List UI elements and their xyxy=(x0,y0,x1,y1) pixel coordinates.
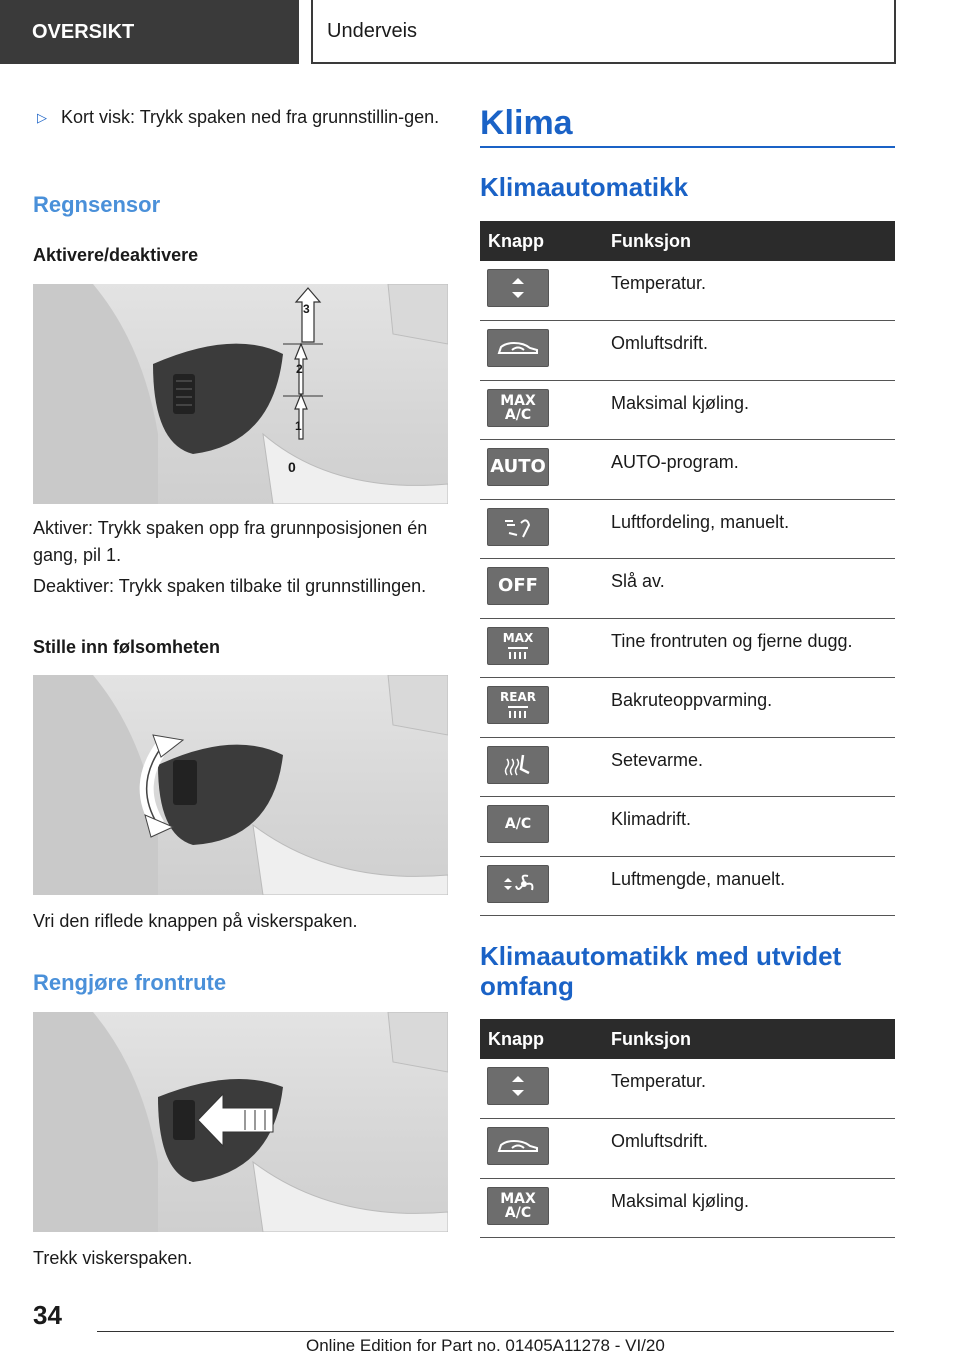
stalk-illustration-1 xyxy=(33,284,448,504)
page-number: 34 xyxy=(33,1300,62,1330)
col-header-function: Funksjon xyxy=(611,1019,895,1059)
col-header-function: Funksjon xyxy=(611,221,895,261)
button-cell xyxy=(480,559,611,619)
max-ac-icon: MAX A/C xyxy=(487,1187,549,1225)
function-cell: Temperatur. xyxy=(611,261,895,321)
button-cell xyxy=(480,618,611,678)
rain-sensor-heading: Regnsensor xyxy=(33,192,161,217)
table-row xyxy=(480,797,895,857)
figure-rain-sensor-stalk xyxy=(33,284,448,504)
figure-sensitivity-knob xyxy=(33,675,448,895)
button-cell xyxy=(480,1059,611,1119)
label-position-3: 3 xyxy=(303,302,310,316)
stalk-illustration-2 xyxy=(33,675,448,895)
table-row xyxy=(480,1119,895,1179)
button-cell xyxy=(480,380,611,440)
sensitivity-subheading: Stille inn følsomheten xyxy=(33,637,221,657)
max-ac-icon: MAX A/C xyxy=(487,389,549,427)
button-cell xyxy=(480,499,611,559)
button-cell xyxy=(480,1178,611,1238)
climate-table-1 xyxy=(480,221,895,916)
function-cell: Luftmengde, manuelt. xyxy=(611,856,895,916)
max-defrost-icon: MAX xyxy=(487,627,549,665)
function-cell: Luftfordeling, manuelt. xyxy=(611,499,895,559)
function-cell: Temperatur. xyxy=(611,1059,895,1119)
button-cell xyxy=(480,737,611,797)
table-row xyxy=(480,261,895,321)
fan-speed-icon xyxy=(487,865,549,903)
table-row xyxy=(480,678,895,738)
sensitivity-text: Vri den riflede knappen på viskerspaken. xyxy=(33,911,358,931)
stalk-illustration-3 xyxy=(33,1012,448,1232)
table-row xyxy=(480,440,895,500)
rear-defrost-icon: REAR xyxy=(487,686,549,724)
auto-icon: AUTO xyxy=(487,448,549,486)
table-row xyxy=(480,321,895,381)
function-cell: Setevarme. xyxy=(611,737,895,797)
button-cell xyxy=(480,1119,611,1179)
button-cell xyxy=(480,678,611,738)
table-row xyxy=(480,1059,895,1119)
recirculation-car-icon xyxy=(487,329,549,367)
activate-subheading: Aktivere/deaktivere xyxy=(33,245,199,265)
function-cell: Klimadrift. xyxy=(611,797,895,857)
function-cell: Maksimal kjøling. xyxy=(611,1178,895,1238)
climate-table-2 xyxy=(480,1019,895,1238)
title-divider xyxy=(480,146,895,148)
section-tab[interactable]: OVERSIKT xyxy=(0,0,299,64)
function-cell: Omluftsdrift. xyxy=(611,1119,895,1179)
function-cell: Tine frontruten og fjerne dugg. xyxy=(611,618,895,678)
col-header-button: Knapp xyxy=(480,1019,611,1059)
label-position-1: 1 xyxy=(295,419,302,433)
seat-heating-icon xyxy=(487,746,549,784)
air-distribution-icon xyxy=(487,508,549,546)
temperature-arrows-icon xyxy=(487,1067,549,1105)
off-icon: OFF xyxy=(487,567,549,605)
recirculation-car-icon xyxy=(487,1127,549,1165)
chapter-tab[interactable]: Underveis xyxy=(311,0,896,64)
table-row xyxy=(480,737,895,797)
table-row xyxy=(480,559,895,619)
table-row xyxy=(480,1178,895,1238)
figure-pull-stalk xyxy=(33,1012,448,1232)
activate-text: Aktiver: Trykk spaken opp fra grunnposisjonen én gang, pil 1. xyxy=(33,518,428,565)
extended-climate-heading: Klimaautomatikk med utvidet omfang xyxy=(480,941,842,1001)
deactivate-text: Deaktiver: Trykk spaken tilbake til grunnstillingen. xyxy=(33,576,427,596)
clean-windshield-heading: Rengjøre frontrute xyxy=(33,970,227,995)
function-cell: Bakruteoppvarming. xyxy=(611,678,895,738)
button-cell xyxy=(480,321,611,381)
function-cell: Slå av. xyxy=(611,559,895,619)
bullet-text: Kort visk: Trykk spaken ned fra grunnstillin‐gen. xyxy=(61,107,440,127)
function-cell: Maksimal kjøling. xyxy=(611,380,895,440)
footer-divider xyxy=(97,1331,894,1332)
col-header-button: Knapp xyxy=(480,221,611,261)
pull-stalk-text: Trekk viskerspaken. xyxy=(33,1248,193,1268)
table-row xyxy=(480,499,895,559)
auto-climate-heading: Klimaautomatikk xyxy=(480,172,689,202)
edition-footer: Online Edition for Part no. 01405A11278 - VI/20 xyxy=(306,1336,665,1355)
label-position-2: 2 xyxy=(296,362,303,376)
table-row xyxy=(480,618,895,678)
table-row xyxy=(480,380,895,440)
triangle-bullet-icon: ▷ xyxy=(37,110,47,125)
label-position-0: 0 xyxy=(288,459,296,475)
button-cell xyxy=(480,261,611,321)
function-cell: Omluftsdrift. xyxy=(611,321,895,381)
button-cell xyxy=(480,856,611,916)
function-cell: AUTO-program. xyxy=(611,440,895,500)
button-cell xyxy=(480,797,611,857)
table-row xyxy=(480,856,895,916)
ac-icon: A/C xyxy=(487,805,549,843)
bullet-item xyxy=(33,104,448,131)
temperature-arrows-icon xyxy=(487,269,549,307)
button-cell xyxy=(480,440,611,500)
klima-title: Klima xyxy=(480,104,573,142)
